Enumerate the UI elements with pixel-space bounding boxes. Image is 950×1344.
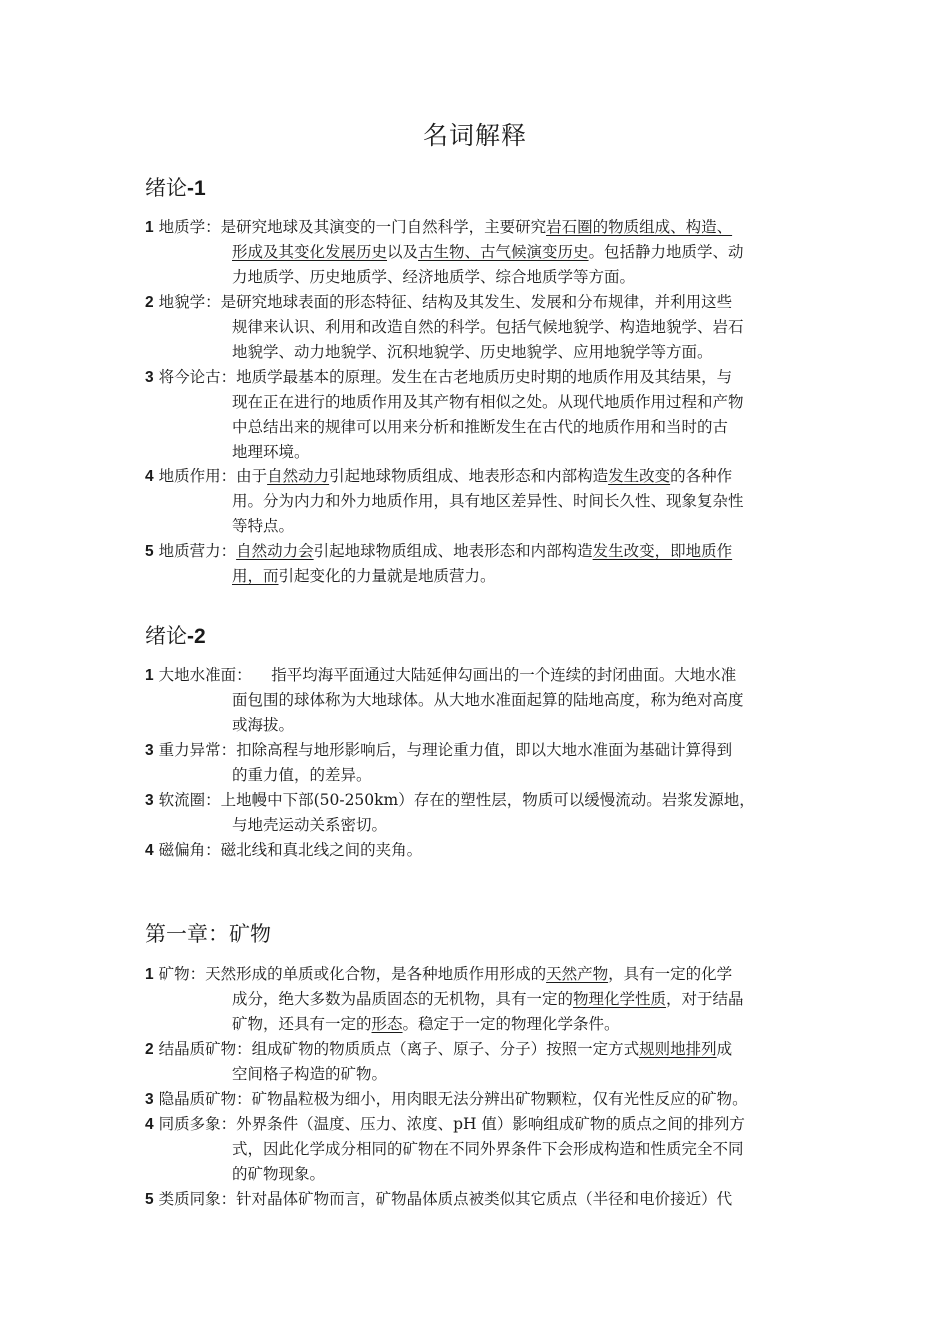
- underlined-text: 形成及其变化发展历史: [232, 243, 388, 261]
- term-entry: [145, 539, 810, 589]
- entry-text: 软流圈：上地幔中下部(50-250km）存在的塑性层，物质可以缓慢流动。岩浆发源地，: [158, 791, 755, 809]
- entry-text: 地貌学：是研究地球表面的形态特征、结构及其发生、发展和分布规律，并利用这些: [158, 293, 733, 311]
- entry-text: 引起变化的力量就是地质营力。: [278, 567, 496, 585]
- entry-text: 引起地球物质组成、地表形态和内部构造: [313, 542, 593, 560]
- entry-text: 与地壳运动关系密切。: [232, 816, 388, 834]
- entry-text: ，对于结晶: [666, 990, 744, 1008]
- underlined-text: 自然动力: [267, 467, 330, 485]
- entry-text: 矿物，还具有一定的: [232, 1015, 372, 1033]
- underlined-text: 发生改变: [608, 467, 671, 485]
- entry-text: 力地质学、历史地质学、经济地质学、综合地质学等方面。: [232, 268, 636, 286]
- term-entry: [145, 663, 810, 738]
- entry-text: 地质营力：: [158, 542, 237, 560]
- section-heading: [145, 918, 271, 948]
- term-entry: [145, 464, 810, 539]
- underlined-text: 岩石圈的物质组成、构造、: [546, 218, 733, 236]
- term-entry: [145, 1087, 810, 1112]
- entry-number: 4: [145, 1116, 154, 1133]
- entry-number: 4: [145, 842, 154, 859]
- section-label: 第一章：矿物: [145, 922, 271, 946]
- section-label: 绪论: [145, 624, 187, 648]
- entry-number: 2: [145, 1041, 154, 1058]
- entry-text: 结晶质矿物：组成矿物的物质质点（离子、原子、分子）按照一定方式: [158, 1040, 640, 1058]
- entry-number: 3: [145, 1091, 154, 1108]
- entry-text: 中总结出来的规律可以用来分析和推断发生在古代的地质作用和当时的古: [232, 418, 729, 436]
- entry-number: 3: [145, 792, 154, 809]
- term-entry: [145, 788, 810, 838]
- entry-text: 将今论古：地质学最基本的原理。发生在古老地质历史时期的地质作用及其结果，与: [158, 368, 733, 386]
- entry-text: ，具有一定的化学: [608, 965, 733, 983]
- term-entry: [145, 1112, 810, 1187]
- entry-text: 引起地球物质组成、地表形态和内部构造: [329, 467, 609, 485]
- entry-text: 同质多象：外界条件（温度、压力、浓度、pH 值）影响组成矿物的质点之间的排列方: [158, 1115, 745, 1133]
- entry-number: 5: [145, 543, 154, 560]
- term-entry: [145, 1187, 810, 1212]
- underlined-text: 用，而: [232, 567, 279, 585]
- entry-text: 隐晶质矿物：矿物晶粒极为细小，用肉眼无法分辨出矿物颗粒，仅有光性反应的矿物。: [158, 1090, 748, 1108]
- underlined-text: 形态: [371, 1015, 403, 1033]
- entry-text: 地貌学、动力地貌学、沉积地貌学、历史地貌学、应用地貌学等方面。: [232, 343, 713, 361]
- section-label: 绪论: [145, 176, 187, 200]
- underlined-text: 物理化学性质: [573, 990, 667, 1008]
- term-entry: [145, 215, 810, 290]
- entry-number: 1: [145, 219, 154, 236]
- underlined-text: 发生改变，即地质作: [592, 542, 733, 560]
- entry-text: 磁偏角：磁北线和真北线之间的夹角。: [158, 841, 423, 859]
- entry-text: 式，因此化学成分相同的矿物在不同外界条件下会形成构造和性质完全不同: [232, 1140, 744, 1158]
- entry-number: 1: [145, 667, 154, 684]
- entry-text: 类质同象：针对晶体矿物而言，矿物晶体质点被类似其它质点（半径和电价接近）代: [158, 1190, 733, 1208]
- entry-text: 现在正在进行的地质作用及其产物有相似之处。从现代地质作用过程和产物: [232, 393, 744, 411]
- entry-text: 大地水准面： 指平均海平面通过大陆延伸勾画出的一个连续的封闭曲面。大地水准: [158, 666, 737, 684]
- entry-text: 地质学：是研究地球及其演变的一门自然科学，主要研究: [158, 218, 547, 236]
- entry-text: 或海拔。: [232, 716, 295, 734]
- entry-text: 用。分为内力和外力地质作用，具有地区差异性、时间长久性、现象复杂性: [232, 492, 744, 510]
- entry-text: 地理环境。: [232, 443, 310, 461]
- underlined-text: 自然动力会: [236, 542, 314, 560]
- section-heading: [145, 620, 206, 650]
- entry-text: 重力异常：扣除高程与地形影响后，与理论重力值，即以大地水准面为基础计算得到: [158, 741, 733, 759]
- entry-text: 的各种作: [670, 467, 733, 485]
- entry-text: 成分，绝大多数为晶质固态的无机物，具有一定的: [232, 990, 574, 1008]
- entry-text: 成: [716, 1040, 733, 1058]
- entry-text: 以及: [387, 243, 419, 261]
- entry-text: 空间格子构造的矿物。: [232, 1065, 388, 1083]
- section-heading: [145, 172, 206, 202]
- underlined-text: 古生物、古气候演变历史: [418, 243, 589, 261]
- term-entry: [145, 738, 810, 788]
- entry-number: 3: [145, 369, 154, 386]
- term-entry: [145, 290, 810, 365]
- entry-text: 地质作用：由于: [158, 467, 268, 485]
- entry-text: 。包括静力地质学、动: [588, 243, 744, 261]
- entry-text: 等特点。: [232, 517, 295, 535]
- term-entry: [145, 365, 810, 465]
- entry-text: 的重力值，的差异。: [232, 766, 372, 784]
- entry-number: 4: [145, 468, 154, 485]
- entry-number: 1: [145, 966, 154, 983]
- entry-text: 面包围的球体称为大地球体。从大地水准面起算的陆地高度，称为绝对高度: [232, 691, 744, 709]
- term-entry: [145, 838, 810, 863]
- entry-number: 3: [145, 742, 154, 759]
- section-suffix: -1: [187, 177, 206, 200]
- underlined-text: 天然产物: [546, 965, 609, 983]
- entry-text: 规律来认识、利用和改造自然的科学。包括气候地貌学、构造地貌学、岩石: [232, 318, 744, 336]
- entry-number: 5: [145, 1191, 154, 1208]
- entry-text: 的矿物现象。: [232, 1165, 326, 1183]
- section-suffix: -2: [187, 625, 206, 648]
- entry-number: 2: [145, 294, 154, 311]
- entry-text: 矿物：天然形成的单质或化合物，是各种地质作用形成的: [158, 965, 547, 983]
- underlined-text: 规则地排列: [639, 1040, 717, 1058]
- entry-text: 。稳定于一定的物理化学条件。: [402, 1015, 620, 1033]
- term-entry: [145, 962, 810, 1037]
- page-title: 名词解释: [422, 121, 527, 150]
- term-entry: [145, 1037, 810, 1087]
